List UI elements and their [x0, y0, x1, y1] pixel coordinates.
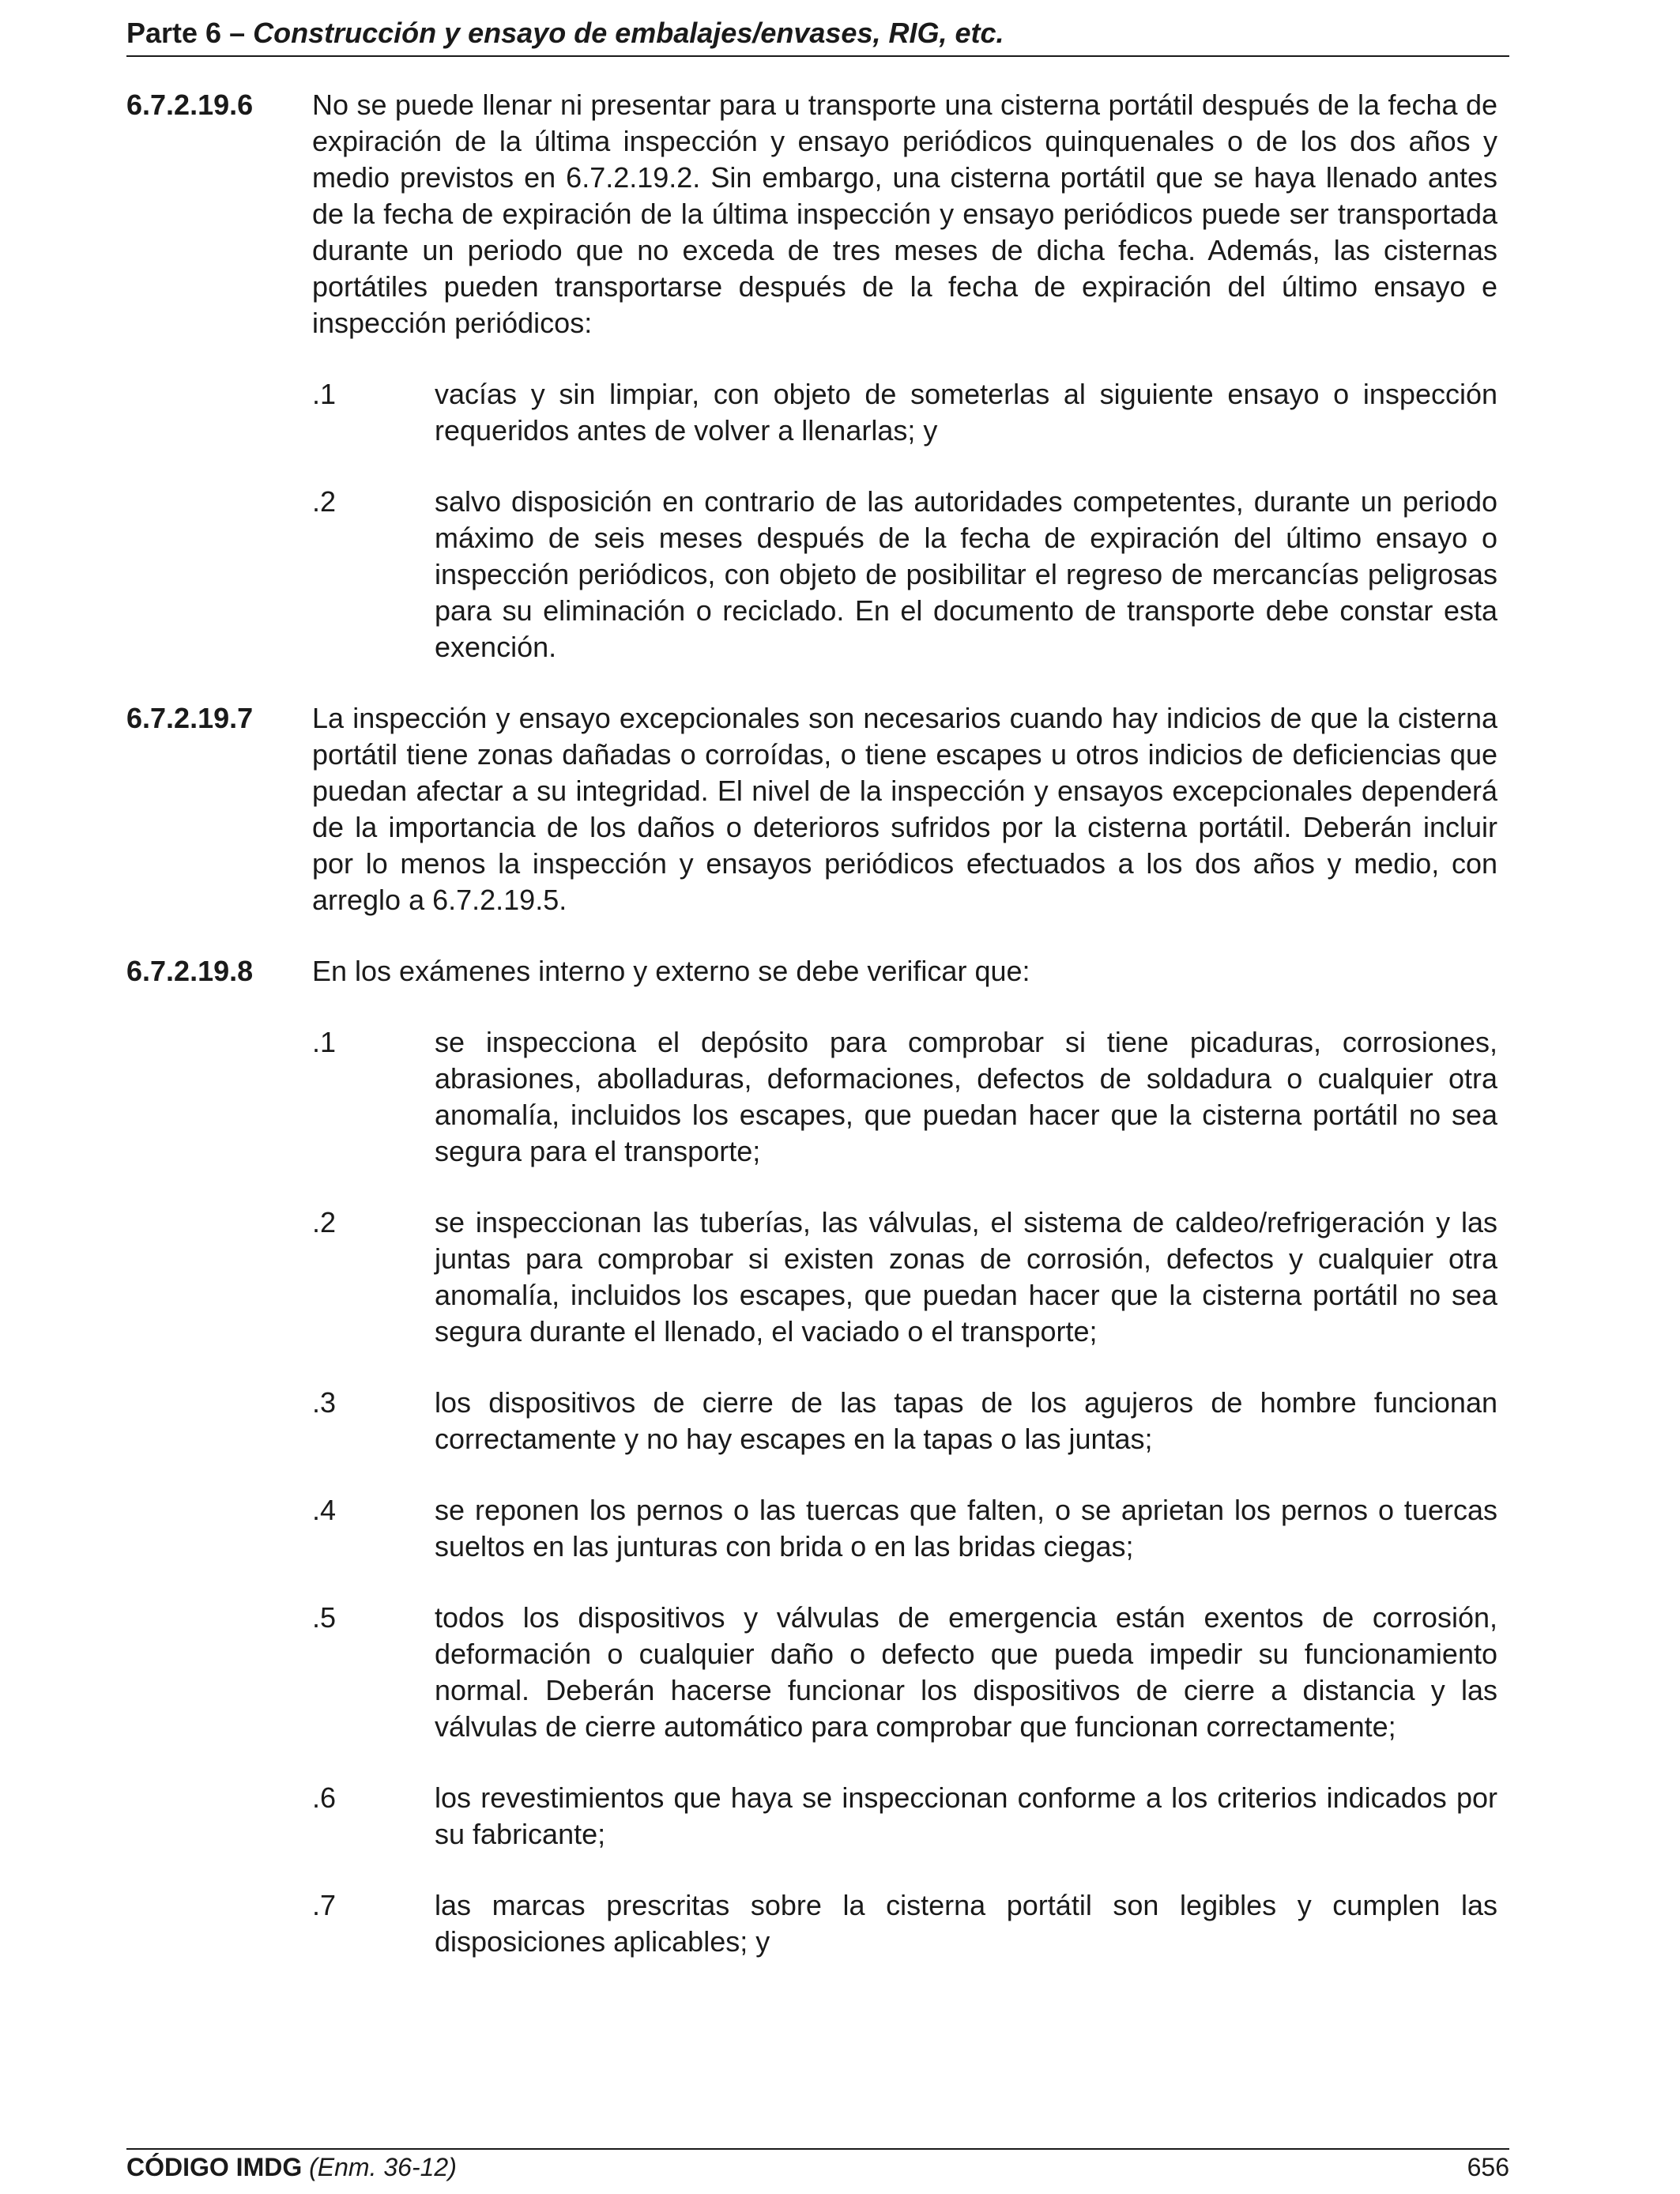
item-text: vacías y sin limpiar, con objeto de someterlas al siguiente ensayo o inspección requeridos antes de volver a llenarlas; y [435, 378, 1497, 447]
item-text: los dispositivos de cierre de las tapas de los agujeros de hombre funcionan correctamente y no hay escapes en la tapas o las juntas; [435, 1386, 1497, 1455]
list-item [312, 1385, 1497, 1457]
item-number: .3 [312, 1386, 337, 1419]
item-text: se inspeccionan las tuberías, las válvulas, el sistema de caldeo/refrigeración y las juntas para comprobar si existen zonas de corrosión, defectos y cualquier otra anomalía, incluidos los escapes, que puedan hacer que la cisterna portátil no sea segura durante el llenado, el vaciado o el transporte; [435, 1206, 1497, 1348]
section-text: En los exámenes interno y externo se debe verificar que: [312, 955, 1030, 987]
document-code: CÓDIGO IMDG [126, 2153, 303, 2181]
item-number: .6 [312, 1781, 337, 1814]
section-6-7-2-19-7 [126, 700, 1497, 918]
item-text: las marcas prescritas sobre la cisterna portátil son legibles y cumplen las disposiciones aplicables; y [435, 1889, 1497, 1958]
list-item [312, 1600, 1497, 1745]
list-item [312, 1024, 1497, 1170]
item-number: .1 [312, 378, 337, 410]
list-item [312, 1780, 1497, 1853]
section-6-7-2-19-8 [126, 953, 1497, 1960]
list-item [312, 376, 1497, 449]
item-number: .1 [312, 1026, 337, 1058]
item-text: se inspecciona el depósito para comprobar si tiene picaduras, corrosiones, abrasiones, abolladuras, deformaciones, defectos de soldadura o cualquier otra anomalía, incluidos los escapes, que puedan hacer que la cisterna portátil no sea segura para el transporte; [435, 1026, 1497, 1167]
item-number: .2 [312, 485, 337, 518]
item-text: todos los dispositivos y válvulas de emergencia están exentos de corrosión, deformación o cualquier daño o defecto que pueda impedir su funcionamiento normal. Deberán hacerse funcionar los dispositivos de cierre a distancia y las válvulas de cierre automático para comprobar que funcionan correctamente; [435, 1601, 1497, 1743]
section-body [312, 700, 1497, 918]
page-footer [126, 2148, 1509, 2185]
list-item [312, 1887, 1497, 1960]
part-title: Construcción y ensayo de embalajes/envases, RIG, etc. [253, 17, 1004, 49]
section-text: La inspección y ensayo excepcionales son necesarios cuando hay indicios de que la cisterna portátil tiene zonas dañadas o corroídas, o tiene escapes u otros indicios de deficiencias que puedan afectar a su integridad. El nivel de la inspección y ensayos excepcionales dependerá de la importancia de los daños o deterioros sufridos por la cisterna portátil. Deberán incluir por lo menos la inspección y ensayos periódicos efectuados a los dos años y medio, con arreglo a 6.7.2.19.5. [312, 702, 1497, 916]
item-text: los revestimientos que haya se inspeccionan conforme a los criterios indicados por su fabricante; [435, 1781, 1497, 1850]
item-number: .7 [312, 1889, 337, 1921]
document-body [126, 87, 1497, 1995]
page-header [126, 11, 1509, 57]
section-body [312, 953, 1497, 1960]
section-6-7-2-19-6 [126, 87, 1497, 665]
item-number: .5 [312, 1601, 337, 1634]
list-item [312, 1204, 1497, 1350]
list-item [312, 1492, 1497, 1565]
amendment-label: (Enm. 36-12) [309, 2153, 457, 2181]
section-body [312, 87, 1497, 665]
page-number: 656 [1467, 2153, 1509, 2181]
footer-left [126, 2150, 457, 2185]
list-item [312, 484, 1497, 665]
item-text: se reponen los pernos o las tuercas que falten, o se aprietan los pernos o tuercas sueltos en las junturas con brida o en las bridas ciegas; [435, 1494, 1497, 1563]
item-text: salvo disposición en contrario de las autoridades competentes, durante un periodo máximo de seis meses después de la fecha de expiración del último ensayo o inspección periódicos, con objeto de posibilitar el regreso de mercancías peligrosas para su eliminación o reciclado. En el documento de transporte debe constar esta exención. [435, 485, 1497, 663]
section-number: 6.7.2.19.7 [126, 702, 254, 734]
part-label: Parte 6 – [126, 17, 254, 49]
section-number: 6.7.2.19.6 [126, 89, 254, 121]
item-number: .4 [312, 1494, 337, 1526]
section-number: 6.7.2.19.8 [126, 955, 254, 987]
item-number: .2 [312, 1206, 337, 1238]
section-text: No se puede llenar ni presentar para u transporte una cisterna portátil después de la fecha de expiración de la última inspección y ensayo periódicos quinquenales o de los dos años y medio previstos en 6.7.2.19.2. Sin embargo, una cisterna portátil que se haya llenado antes de la fecha de expiración de la última inspección y ensayo periódicos puede ser transportada durante un periodo que no exceda de tres meses de dicha fecha. Además, las cisternas portátiles pueden transportarse después de la fecha de expiración del último ensayo e inspección periódicos: [312, 89, 1497, 339]
